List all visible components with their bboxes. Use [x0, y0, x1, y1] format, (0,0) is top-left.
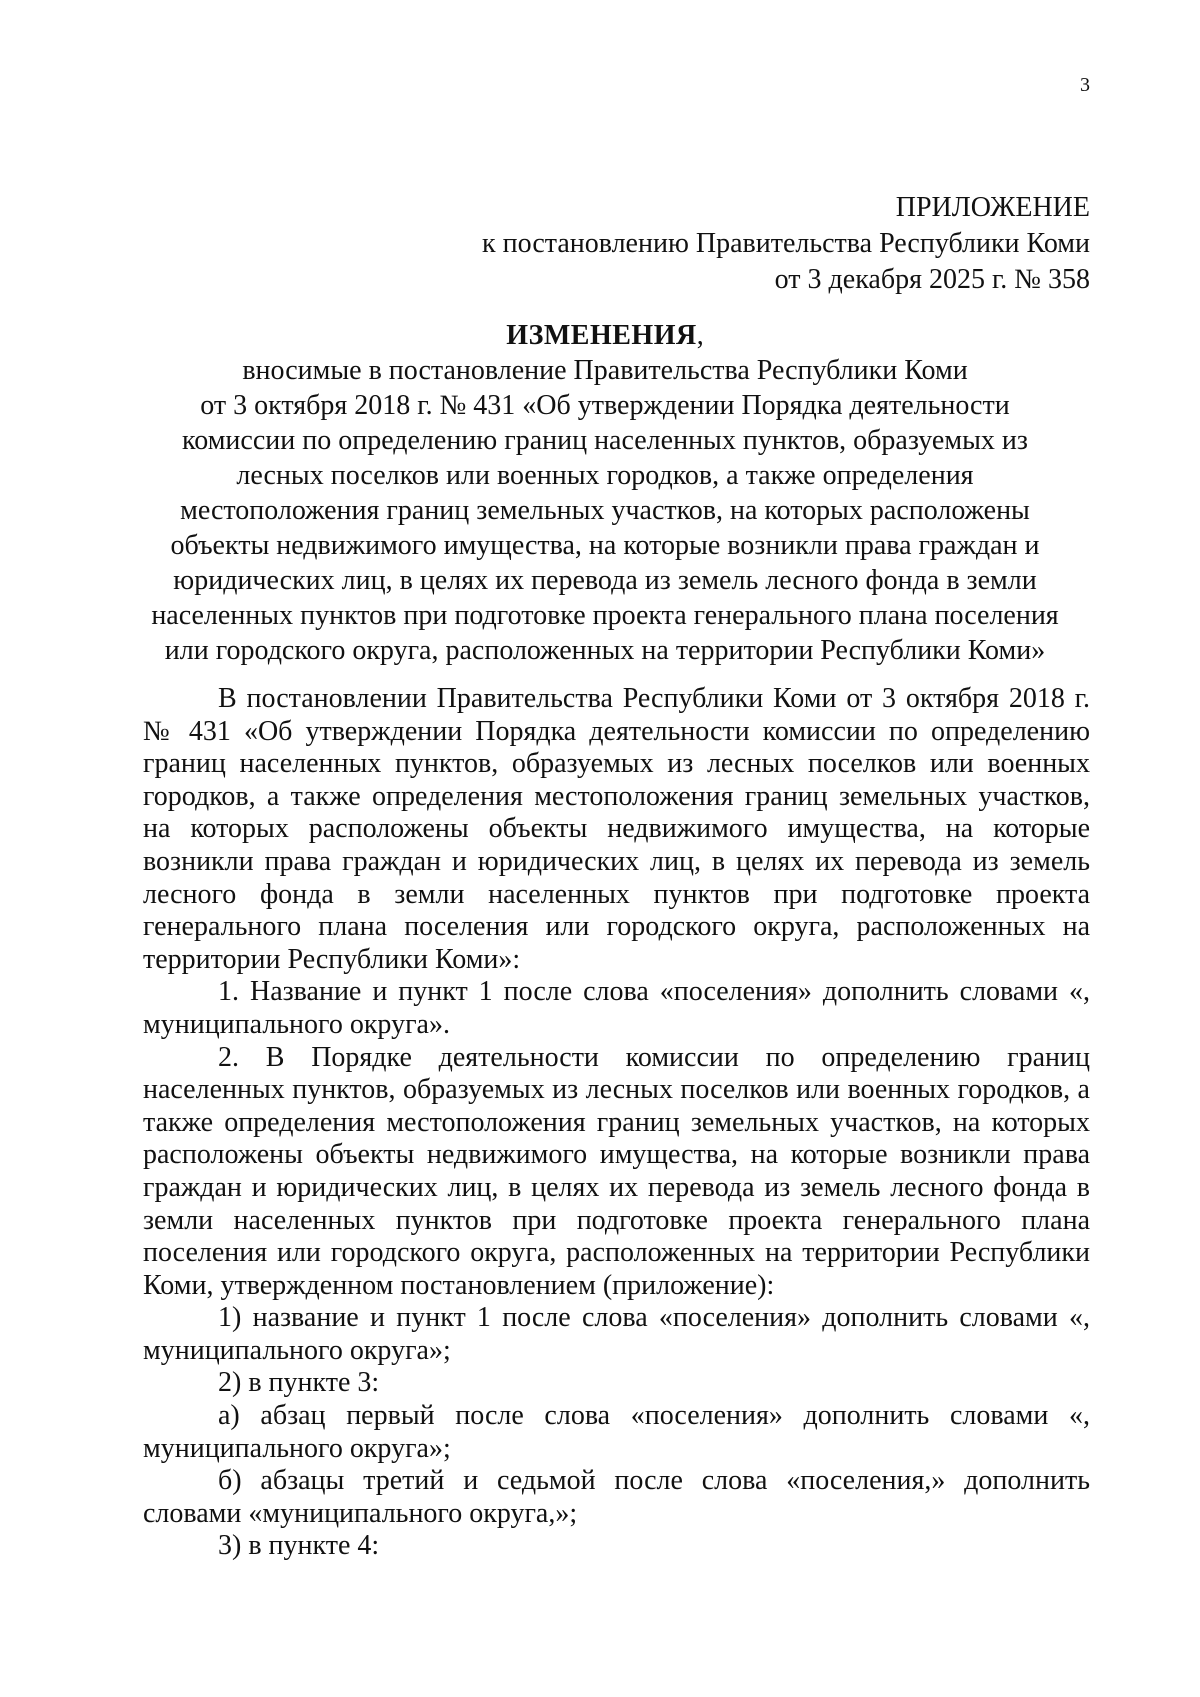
title-main-line: [120, 318, 1090, 353]
title-line: объекты недвижимого имущества, на которые возникли права граждан и: [170, 530, 1040, 561]
document-title: [120, 318, 1090, 668]
title-line: лесных поселков или военных городков, а также определения: [236, 460, 974, 491]
document-body: [143, 683, 1090, 1563]
appendix-decree-reference: к постановлению Правительства Республики Коми: [482, 228, 1090, 259]
body-paragraph-item-2: 2. В Порядке деятельности комиссии по определению границ населенных пунктов, образуемых из лесных поселков или военных городков, а также определения местоположения границ земельных участков, на которых расположены объекты недвижимого имущества, на которые возникли права граждан и юридических лиц, в целях их перевода из земель лесного фонда в земли населенных пунктов при подготовке проекта генерального плана поселения или городского округа, расположенных на территории Республики Коми, утвержденном постановлением (приложение):: [143, 1041, 1090, 1301]
appendix-decree-date: от 3 декабря 2025 г. № 358: [774, 264, 1090, 295]
title-main: ИЗМЕНЕНИЯ: [506, 320, 697, 351]
body-paragraph-subitem-2b: б) абзацы третий и седьмой после слова «поселения,» дополнить словами «муниципального округа,»;: [143, 1465, 1090, 1529]
title-line: или городского округа, расположенных на территории Республики Коми»: [164, 635, 1046, 666]
title-line: от 3 октября 2018 г. № 431 «Об утверждении Порядка деятельности: [200, 390, 1010, 421]
title-line: населенных пунктов при подготовке проекта генерального плана поселения: [151, 600, 1059, 631]
title-line: комиссии по определению границ населенных пунктов, образуемых из: [182, 425, 1028, 456]
appendix-header: [482, 190, 1090, 298]
page-number: 3: [1080, 74, 1090, 96]
appendix-label: ПРИЛОЖЕНИЕ: [895, 192, 1090, 223]
body-paragraph-item-1: 1. Название и пункт 1 после слова «поселения» дополнить словами «, муниципального округа».: [143, 976, 1090, 1040]
title-line: вносимые в постановление Правительства Республики Коми: [242, 355, 968, 386]
body-paragraph-subitem-1: 1) название и пункт 1 после слова «поселения» дополнить словами «, муниципального округа»;: [143, 1302, 1090, 1366]
body-paragraph-subitem-2a: а) абзац первый после слова «поселения» дополнить словами «, муниципального округа»;: [143, 1400, 1090, 1464]
title-line: юридических лиц, в целях их перевода из земель лесного фонда в земли: [173, 565, 1037, 596]
body-paragraph-subitem-3: 3) в пункте 4:: [218, 1530, 380, 1562]
title-line: местоположения границ земельных участков, на которых расположены: [180, 495, 1030, 526]
title-main-suffix: ,: [696, 320, 704, 351]
body-paragraph-intro: В постановлении Правительства Республики Коми от 3 октября 2018 г. № 431 «Об утверждении Порядка деятельности комиссии по определению границ населенных пунктов, образуемых из лесных поселков или военных городков, а также определения местоположения границ земельных участков, на которых расположены объекты недвижимого имущества, на которые возникли права граждан и юридических лиц, в целях их перевода из земель лесного фонда в земли населенных пунктов при подготовке проекта генерального плана поселения или городского округа, расположенных на территории Республики Коми»:: [143, 683, 1090, 975]
body-paragraph-subitem-2: 2) в пункте 3:: [218, 1367, 380, 1399]
